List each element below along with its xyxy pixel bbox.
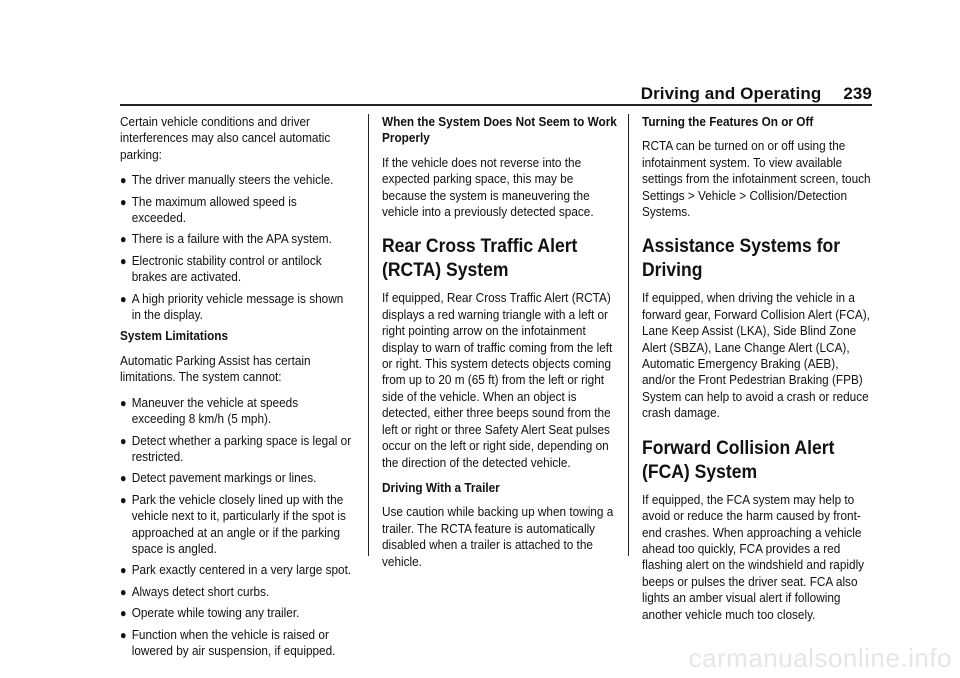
bullet-icon: ● xyxy=(120,433,127,448)
bullet-icon: ● xyxy=(120,173,127,188)
paragraph: RCTA can be turned on or off using the infotainment system. To view available settings from the infotainment screen, touch Settings > Vehicle > Collision/Detection Systems. xyxy=(642,138,871,220)
paragraph: If equipped, the FCA system may help to avoid or reduce the harm caused by front-end crashes. When approaching a vehicle ahead too quickly, FCA provides a red flashing alert on the windshield and rapidly beeps or pulses the driver seat. FCA also lights an amber visual alert if following another vehicle much too closely. xyxy=(642,491,865,622)
bullet-icon: ● xyxy=(120,492,127,507)
paragraph: If equipped, Rear Cross Traffic Alert (RCTA) displays a red warning triangle with a left or right pointing arrow on the infotainment display to warn of traffic coming from the left or right. This system detects objects coming from up to 20 m (65 ft) from the left or right side of the vehicle. When an object is detected, either three beeps sound from the left or right or three Safety Alert Seat pulses occur on the left or right side, depending on the direction of the detected vehicle. xyxy=(382,290,613,470)
list-item: ● Function when the vehicle is raised or lowered by air suspension, if equipped. xyxy=(120,626,336,658)
bullet-icon: ● xyxy=(120,471,127,486)
limitations-list xyxy=(120,395,352,660)
list-item: ● Park the vehicle closely lined up with the vehicle next to it, particularly if the spot is approached at an angle or if the parking space is angled. xyxy=(120,491,346,556)
bullet-icon: ● xyxy=(120,232,127,247)
header-rule xyxy=(120,104,872,106)
cancel-conditions-list xyxy=(120,172,352,323)
list-item: ● There is a failure with the APA system. xyxy=(120,231,332,247)
bullet-icon: ● xyxy=(120,291,127,306)
watermark: carmanualsonline.info xyxy=(688,643,952,673)
section-heading: Rear Cross Traffic Alert (RCTA) System xyxy=(382,235,578,282)
subheading: System Limitations xyxy=(120,328,229,344)
column-1 xyxy=(120,114,352,664)
list-item: ● Electronic stability control or antilock brakes are activated. xyxy=(120,252,322,285)
section-heading: Assistance Systems for Driving xyxy=(642,235,841,282)
subheading: Turning the Features On or Off xyxy=(642,114,814,129)
column-divider xyxy=(628,114,629,556)
paragraph: If the vehicle does not reverse into the expected parking space, this may be because the system is maneuvering the vehicle into a previously detected space. xyxy=(382,154,594,220)
bullet-icon: ● xyxy=(120,627,127,642)
subheading: Driving With a Trailer xyxy=(382,479,500,495)
bullet-icon: ● xyxy=(120,194,127,209)
bullet-icon: ● xyxy=(120,395,127,410)
paragraph: If equipped, when driving the vehicle in a forward gear, Forward Collision Alert (FCA), Lane Keep Assist (LKA), Side Blind Zone Alert (SBZA), Lane Change Alert (LCA), Automatic Emergency Braking (AEB), and/or the Front Pedestrian Braking (FPB) System can help to avoid a crash or reduce crash damage. xyxy=(642,290,870,421)
paragraph: Automatic Parking Assist has certain limitations. The system cannot: xyxy=(120,352,311,385)
list-item: ● The driver manually steers the vehicle. xyxy=(120,172,334,188)
paragraph: Certain vehicle conditions and driver interferences may also cancel automatic parking: xyxy=(120,114,331,162)
column-2 xyxy=(382,114,618,579)
list-item: ● The maximum allowed speed is exceeded. xyxy=(120,193,297,226)
bullet-icon: ● xyxy=(120,584,127,599)
list-item: ● A high priority vehicle message is shown in the display. xyxy=(120,290,344,323)
bullet-icon: ● xyxy=(120,253,127,268)
bullet-icon: ● xyxy=(120,606,127,621)
bullet-icon: ● xyxy=(120,563,127,578)
page-number: 239 xyxy=(843,84,872,103)
list-item: ● Detect whether a parking space is legal or restricted. xyxy=(120,432,352,464)
list-item: ● Park exactly centered in a very large spot. xyxy=(120,562,352,578)
section-heading: Forward Collision Alert (FCA) System xyxy=(642,436,835,483)
column-divider xyxy=(368,114,369,556)
list-item: ● Maneuver the vehicle at speeds exceeding 8 km/h (5 mph). xyxy=(120,394,299,427)
list-item: ● Always detect short curbs. xyxy=(120,583,270,599)
paragraph: Use caution while backing up when towing a trailer. The RCTA feature is automatically disabled when a trailer is attached to the vehicle. xyxy=(382,504,614,569)
section-title: Driving and Operating xyxy=(640,84,822,103)
list-item: ● Operate while towing any trailer. xyxy=(120,605,300,621)
subheading: When the System Does Not Seem to Work Properly xyxy=(382,114,617,146)
list-item: ● Detect pavement markings or lines. xyxy=(120,470,317,486)
column-3 xyxy=(642,114,874,632)
running-header xyxy=(641,84,872,104)
